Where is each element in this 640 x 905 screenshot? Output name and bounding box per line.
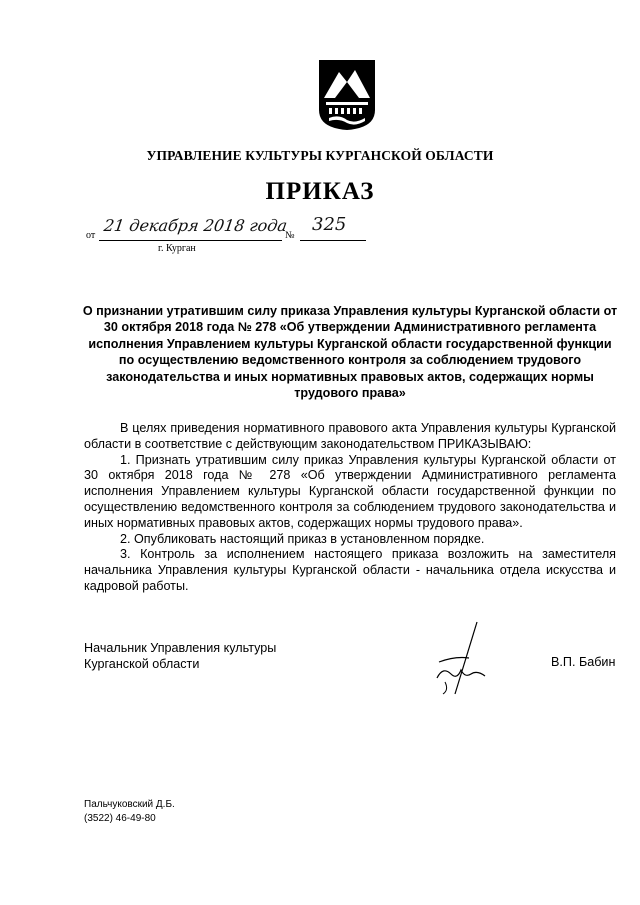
executor-phone: (3522) 46-49-80 xyxy=(84,813,156,824)
item-2-paragraph: 2. Опубликовать настоящий приказ в установленном порядке. xyxy=(120,531,485,546)
order-body xyxy=(84,421,616,595)
date-from-label: от xyxy=(86,230,96,241)
item-3-paragraph: 3. Контроль за исполнением настоящего приказа возложить на заместителя начальника Управления культуры Курганской области - начальника отдела искусства и кадровой работы. xyxy=(84,547,616,593)
document-title: ПРИКАЗ xyxy=(265,178,375,205)
position-line-2: Курганской области xyxy=(84,657,200,671)
executor-name: Пальчуковский Д.Б. xyxy=(84,799,175,810)
handwritten-signature xyxy=(425,620,505,700)
signatory-position xyxy=(84,640,276,672)
preamble-paragraph: В целях приведения нормативного правового акта Управления культуры Курганской области в соответствие с действующим законодательством ПРИКАЗЫВАЮ: xyxy=(84,421,616,451)
executor-footer xyxy=(84,798,175,826)
handwritten-number: 325 xyxy=(312,214,347,235)
date-number-line xyxy=(86,213,386,253)
handwritten-date: 21 декабря 2018 года xyxy=(102,216,289,235)
number-label: № xyxy=(285,230,295,241)
item-1-paragraph: 1. Признать утратившим силу приказ Управления культуры Курганской области от 30 октября 2018 года № 278 «Об утверждении Административного регламента исполнения Управлением культуры Курганской области государственной функции по осуществлению ведомственного контроля за соблюдением трудового законодательства и иных нормативных правовых актов, содержащих нормы трудового права». xyxy=(84,452,616,530)
coat-of-arms-emblem xyxy=(317,58,377,132)
signatory-name: В.П. Бабин xyxy=(551,655,616,669)
organization-name: УПРАВЛЕНИЕ КУЛЬТУРЫ КУРГАНСКОЙ ОБЛАСТИ xyxy=(146,148,494,163)
order-subject: О признании утратившим силу приказа Управления культуры Курганской области от 30 октября 2018 года № 278 «Об утверждении Административного регламента исполнения Управлением культуры Курганской области государственной функции по осуществлению ведомственного контроля за соблюдением трудового законодательства и иных нормативных правовых актов, содержащих нормы трудового права» xyxy=(82,304,618,401)
city-label: г. Курган xyxy=(158,243,196,254)
position-line-1: Начальник Управления культуры xyxy=(84,641,277,655)
